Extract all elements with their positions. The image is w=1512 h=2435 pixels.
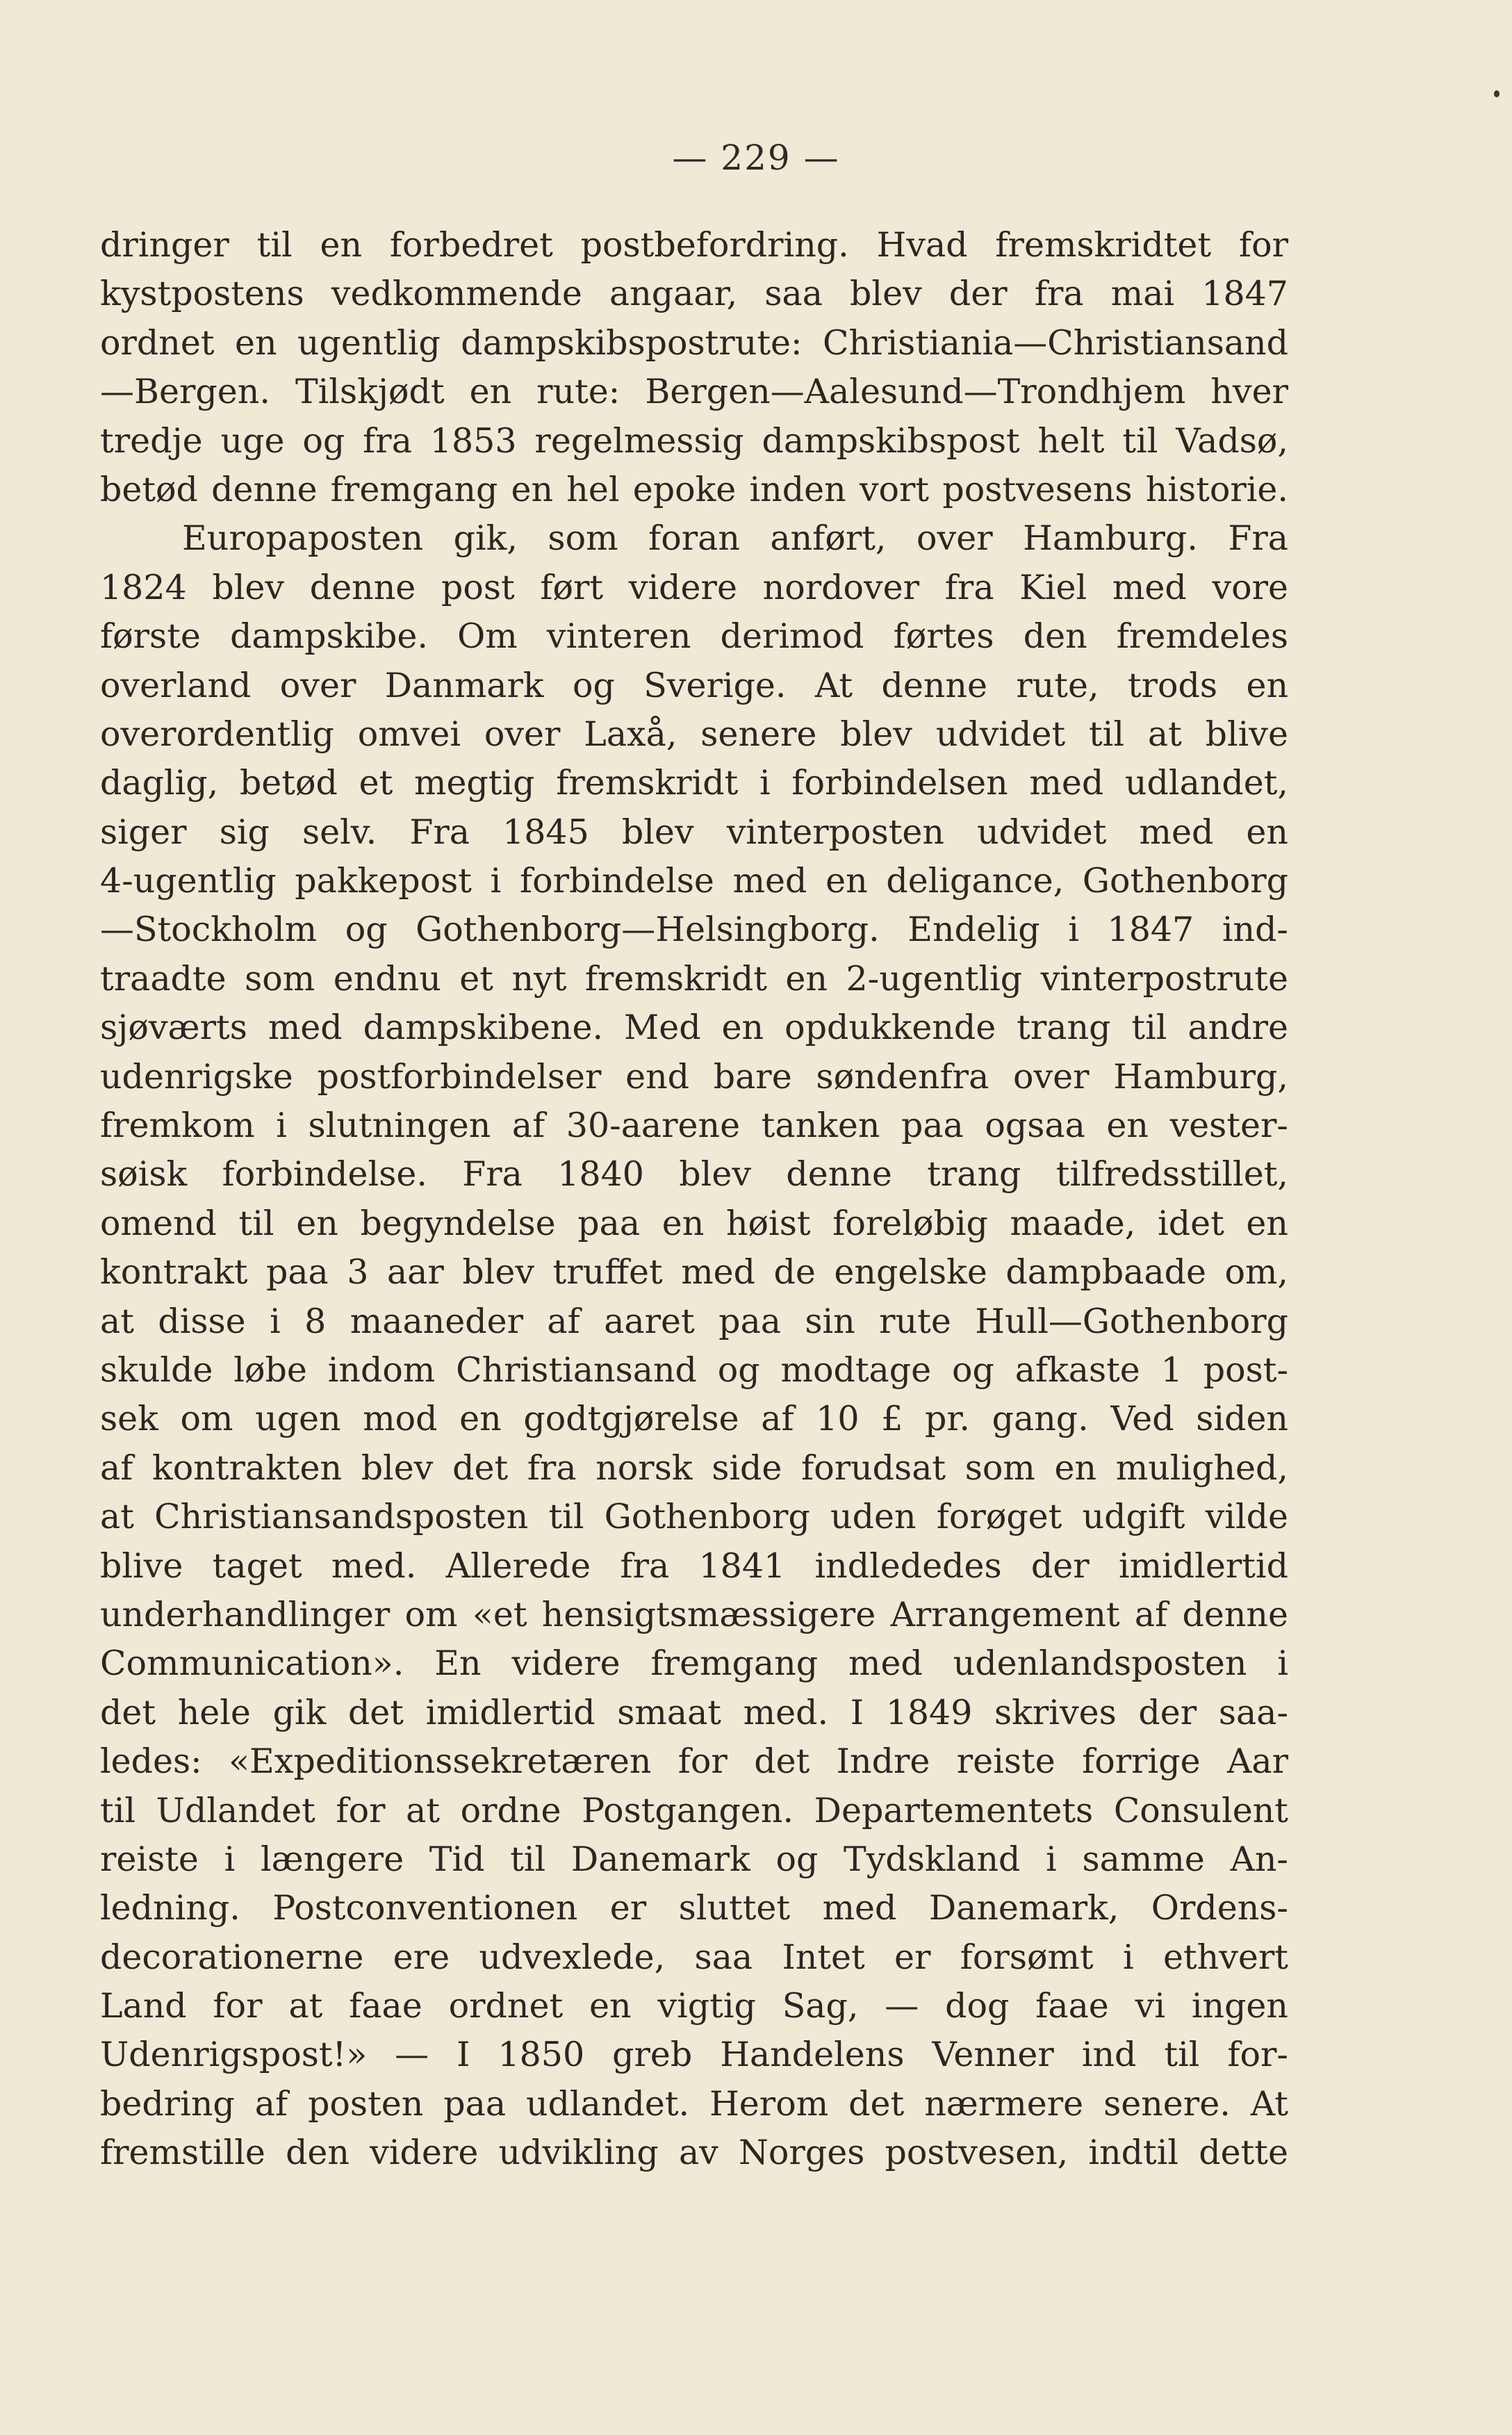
text-line: traadte som endnu et nyt fremskridt en 2-ugentlig vinterpostrute xyxy=(100,958,1288,999)
text-line: Europaposten gik, som foran anført, over Hamburg. Fra xyxy=(182,518,1288,559)
text-line: ordnet en ugentlig dampskibspostrute: Christiania—Christiansand xyxy=(100,322,1288,363)
text-line: skulde løbe indom Christiansand og modtage og afkaste 1 post- xyxy=(100,1350,1288,1390)
text-line: daglig, betød et megtig fremskridt i forbindelsen med udlandet, xyxy=(100,763,1288,803)
text-line: søisk forbindelse. Fra 1840 blev denne trang tilfredsstillet, xyxy=(100,1154,1288,1195)
text-line: omend til en begyndelse paa en høist foreløbig maade, idet en xyxy=(100,1203,1288,1243)
text-line: tredje uge og fra 1853 regelmessig dampskibspost helt til Vadsø, xyxy=(100,420,1288,461)
text-line: overordentlig omvei over Laxå, senere blev udvidet til at blive xyxy=(100,714,1288,754)
text-line: af kontrakten blev det fra norsk side forudsat som en mulighed, xyxy=(100,1448,1288,1488)
text-line: reiste i længere Tid til Danemark og Tydskland i samme An- xyxy=(100,1839,1288,1879)
text-line: ledning. Postconventionen er sluttet med Danemark, Ordens- xyxy=(100,1888,1288,1928)
text-line: kystpostens vedkommende angaar, saa blev der fra mai 1847 xyxy=(100,274,1288,314)
text-line: —Stockholm og Gothenborg—Helsingborg. Endelig i 1847 ind- xyxy=(100,910,1288,950)
text-line: 1824 blev denne post ført videre nordover fra Kiel med vore xyxy=(100,567,1288,607)
text-line: betød denne fremgang en hel epoke inden vort postvesens historie. xyxy=(100,469,1288,509)
text-line: sjøværts med dampskibene. Med en opdukkende trang til andre xyxy=(100,1008,1288,1048)
text-line: det hele gik det imidlertid smaat med. I 1849 skrives der saa- xyxy=(100,1692,1288,1732)
text-line: til Udlandet for at ordne Postgangen. Departementets Consulent xyxy=(100,1790,1288,1830)
text-line: Land for at faae ordnet en vigtig Sag, — dog faae vi ingen xyxy=(100,1986,1288,2026)
text-line: at Christiansandsposten til Gothenborg uden forøget udgift vilde xyxy=(100,1497,1288,1537)
text-line: 4-ugentlig pakkepost i forbindelse med en deligance, Gothenborg xyxy=(100,861,1288,901)
text-line: at disse i 8 maaneder af aaret paa sin rute Hull—Gothenborg xyxy=(100,1301,1288,1341)
text-line: kontrakt paa 3 aar blev truffet med de engelske dampbaade om, xyxy=(100,1252,1288,1293)
text-line: første dampskibe. Om vinteren derimod førtes den fremdeles xyxy=(100,616,1288,657)
text-line: dringer til en forbedret postbefordring. Hvad fremskridtet for xyxy=(100,225,1288,265)
text-line: fremkom i slutningen af 30-aarene tanken paa ogsaa en vester- xyxy=(100,1106,1288,1146)
body-text xyxy=(100,221,1288,2178)
text-line: sek om ugen mod en godtgjørelse af 10 £ pr. gang. Ved siden xyxy=(100,1399,1288,1439)
text-line: underhandlinger om «et hensigtsmæssigere Arrangement af denne xyxy=(100,1594,1288,1634)
text-line: Udenrigspost!» — I 1850 greb Handelens Venner ind til for- xyxy=(100,2035,1288,2075)
text-line: fremstille den videre udvikling av Norges postvesen, indtil dette xyxy=(100,2133,1288,2173)
paper-speck xyxy=(1494,90,1499,97)
text-line: Communication». En videre fremgang med udenlandsposten i xyxy=(100,1643,1288,1684)
text-line: ledes: «Expeditionssekretæren for det Indre reiste forrige Aar xyxy=(100,1741,1288,1782)
text-line: siger sig selv. Fra 1845 blev vinterposten udvidet med en xyxy=(100,812,1288,852)
text-line: bedring af posten paa udlandet. Herom det nærmere senere. At xyxy=(100,2083,1288,2124)
text-line: decorationerne ere udvexlede, saa Intet er forsømt i ethvert xyxy=(100,1937,1288,1977)
text-line: udenrigske postforbindelser end bare søndenfra over Hamburg, xyxy=(100,1056,1288,1097)
text-line: blive taget med. Allerede fra 1841 indlededes der imidlertid xyxy=(100,1546,1288,1586)
page-number: — 229 — xyxy=(672,138,840,178)
text-line: —Bergen. Tilskjødt en rute: Bergen—Aalesund—Trondhjem hver xyxy=(100,372,1288,412)
text-line: overland over Danmark og Sverige. At denne rute, trods en xyxy=(100,665,1288,705)
